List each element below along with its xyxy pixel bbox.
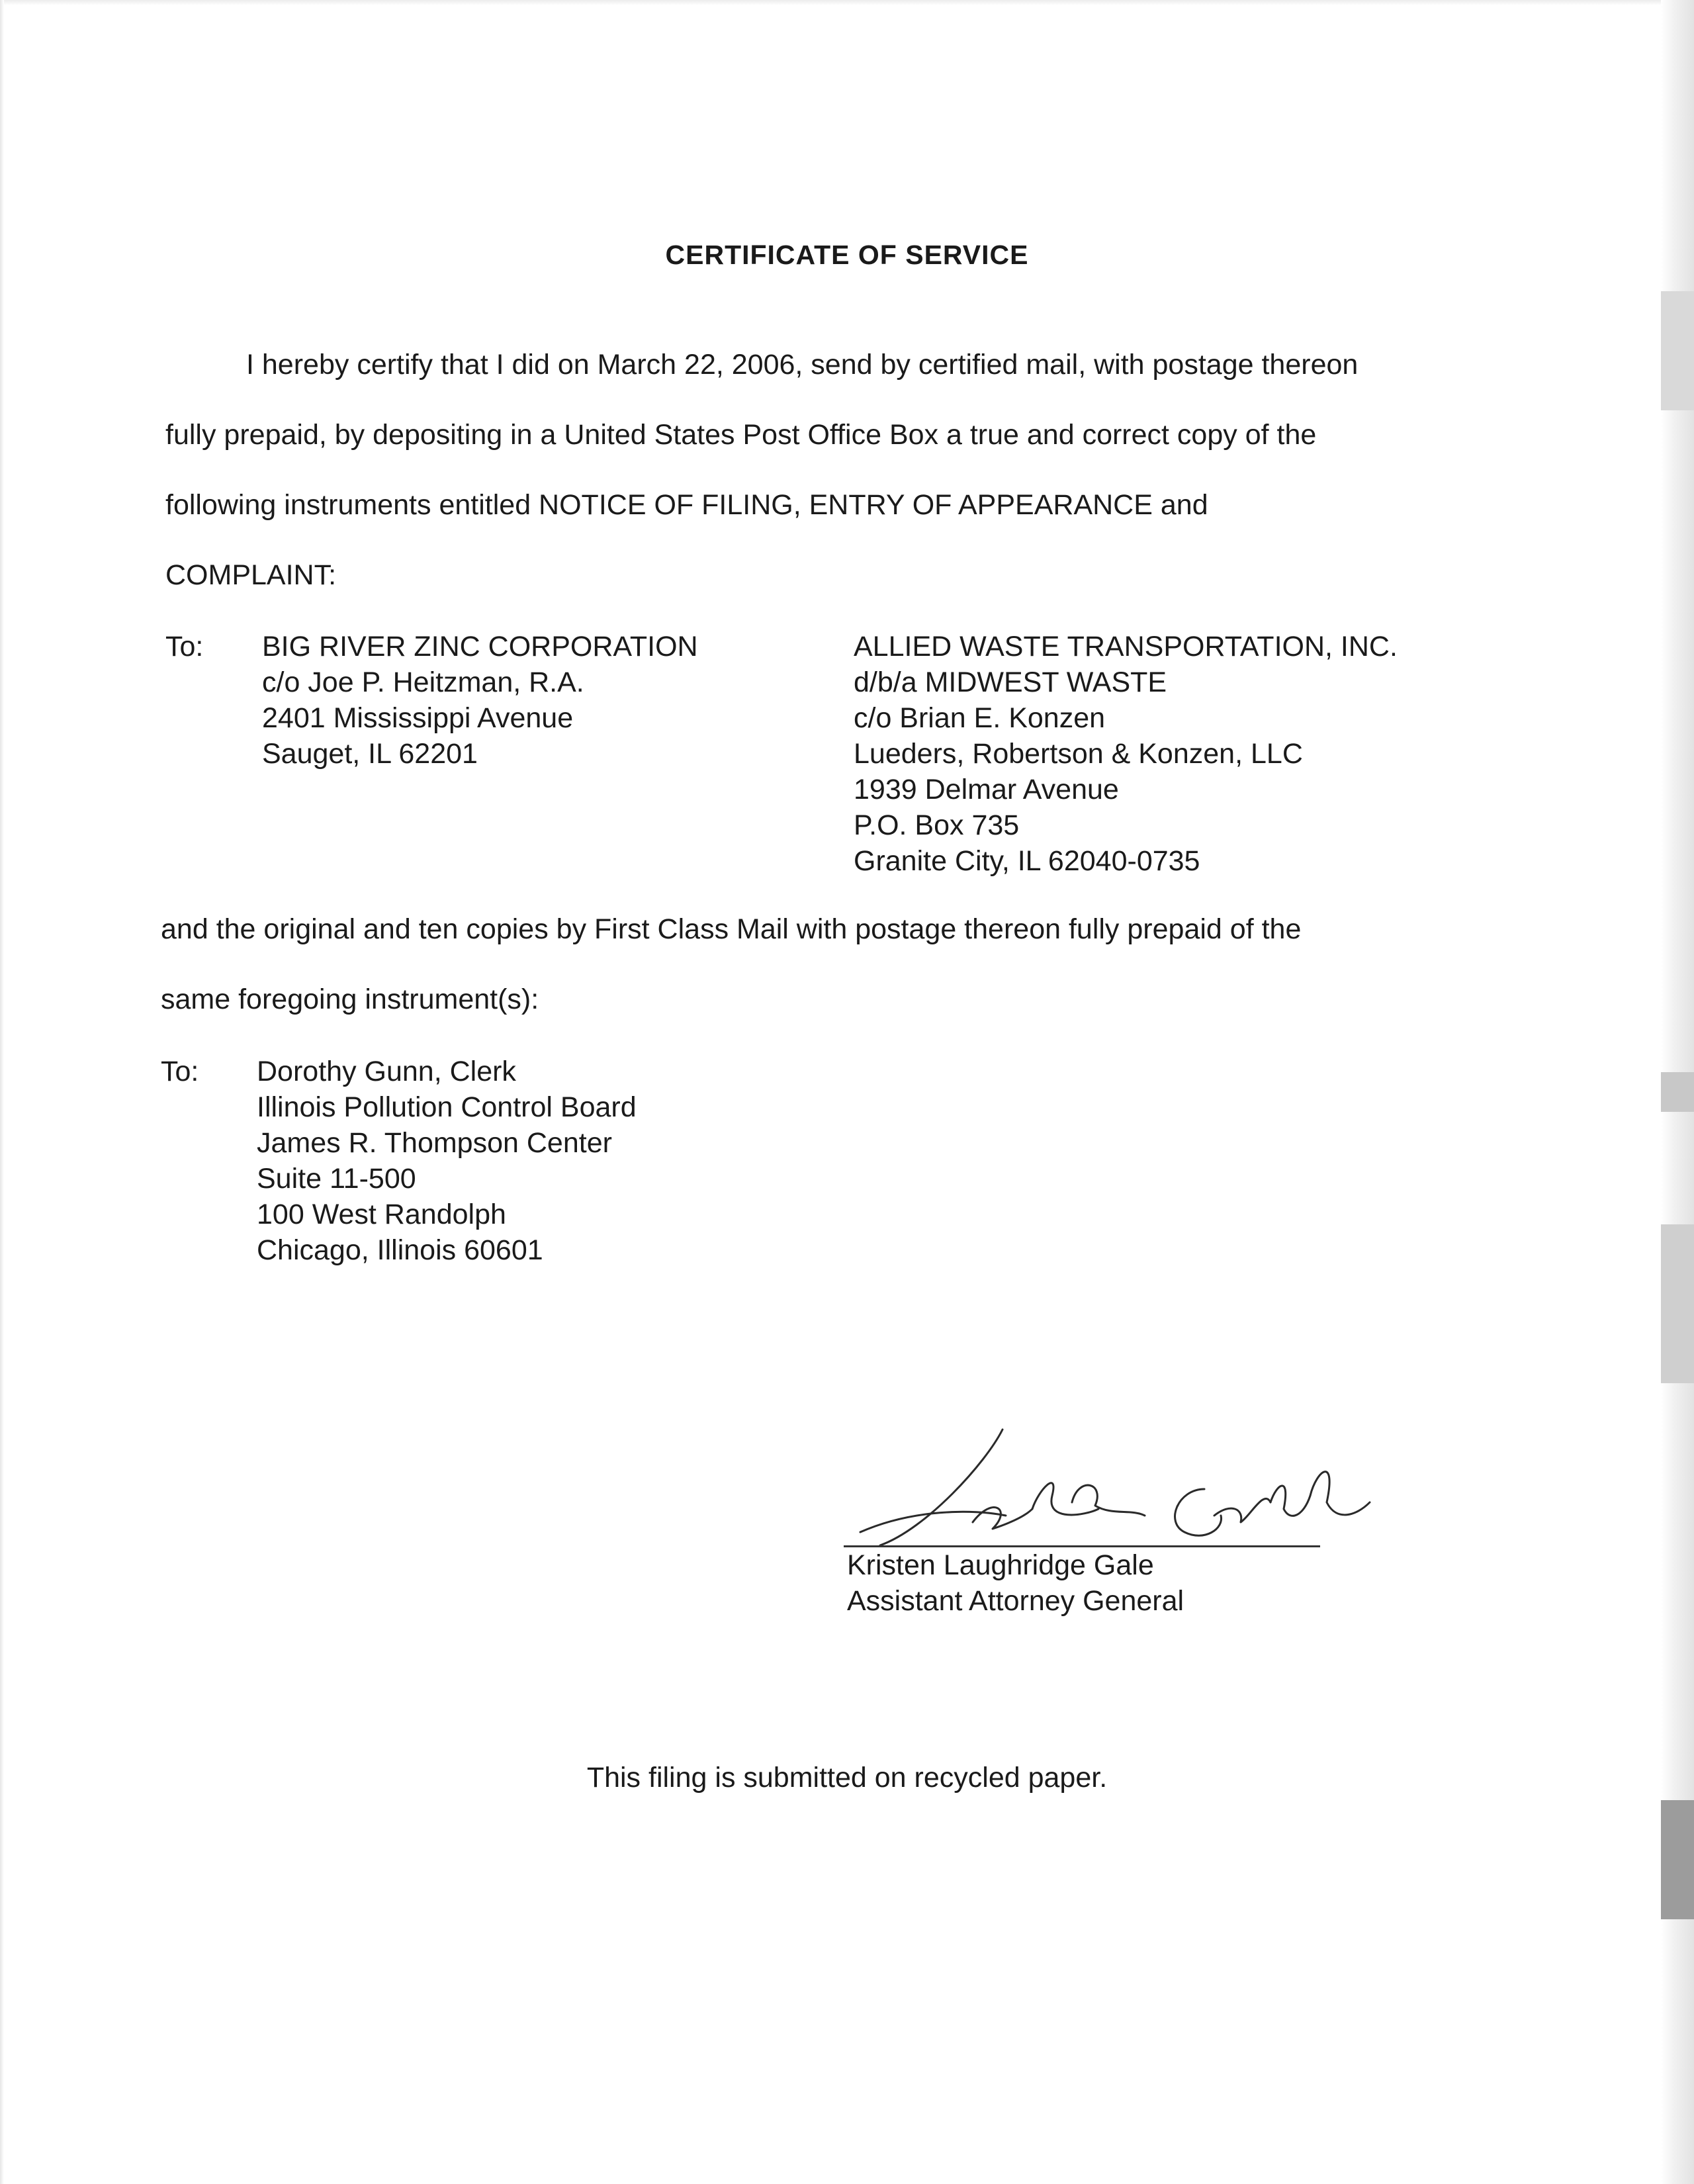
signatory-title: Assistant Attorney General	[847, 1585, 1184, 1617]
original-copies-line: and the original and ten copies by First Class Mail with postage thereon fully prepaid of the	[161, 913, 1302, 945]
recipient-address-left	[262, 629, 698, 772]
address-line: Illinois Pollution Control Board	[257, 1091, 637, 1123]
to-label: To:	[165, 631, 204, 662]
clerk-address	[257, 1054, 637, 1268]
address-line: Granite City, IL 62040-0735	[854, 845, 1200, 877]
address-line: ALLIED WASTE TRANSPORTATION, INC.	[854, 631, 1398, 662]
scan-edge-top	[0, 0, 1694, 5]
certification-line: I hereby certify that I did on March 22, 2006, send by certified mail, with postage thereon	[246, 349, 1359, 381]
scan-edge-left	[0, 0, 4, 2184]
to-label: To:	[161, 1056, 199, 1087]
address-line: 100 West Randolph	[257, 1199, 506, 1230]
address-line: c/o Brian E. Konzen	[854, 702, 1106, 734]
scan-edge-band	[1661, 1072, 1694, 1112]
scan-edge-band	[1661, 1224, 1694, 1383]
address-line: BIG RIVER ZINC CORPORATION	[262, 631, 698, 662]
certification-line: COMPLAINT:	[165, 559, 337, 591]
address-line: 2401 Mississippi Avenue	[262, 702, 574, 734]
certification-line: fully prepaid, by depositing in a United States Post Office Box a true and correct copy of the	[165, 419, 1317, 451]
document-title: CERTIFICATE OF SERVICE	[665, 240, 1029, 270]
handwritten-signature	[834, 1416, 1376, 1562]
address-line: Chicago, Illinois 60601	[257, 1234, 543, 1266]
certification-line: following instruments entitled NOTICE OF FILING, ENTRY OF APPEARANCE and	[165, 489, 1208, 521]
address-line: James R. Thompson Center	[257, 1127, 612, 1159]
signatory	[847, 1547, 1184, 1619]
address-line: Suite 11-500	[257, 1163, 416, 1195]
address-line: d/b/a MIDWEST WASTE	[854, 666, 1167, 698]
scan-edge-band	[1661, 1800, 1694, 1919]
address-line: Dorothy Gunn, Clerk	[257, 1056, 516, 1087]
address-line: Sauget, IL 62201	[262, 738, 478, 770]
address-line: c/o Joe P. Heitzman, R.A.	[262, 666, 584, 698]
signatory-name: Kristen Laughridge Gale	[847, 1549, 1154, 1581]
original-copies-line: same foregoing instrument(s):	[161, 983, 539, 1015]
address-line: Lueders, Robertson & Konzen, LLC	[854, 738, 1303, 770]
recycled-paper-note: This filing is submitted on recycled paper.	[586, 1762, 1108, 1794]
recipient-address-right	[854, 629, 1398, 879]
address-line: P.O. Box 735	[854, 809, 1020, 841]
address-line: 1939 Delmar Avenue	[854, 774, 1119, 805]
scan-edge-band	[1661, 291, 1694, 410]
